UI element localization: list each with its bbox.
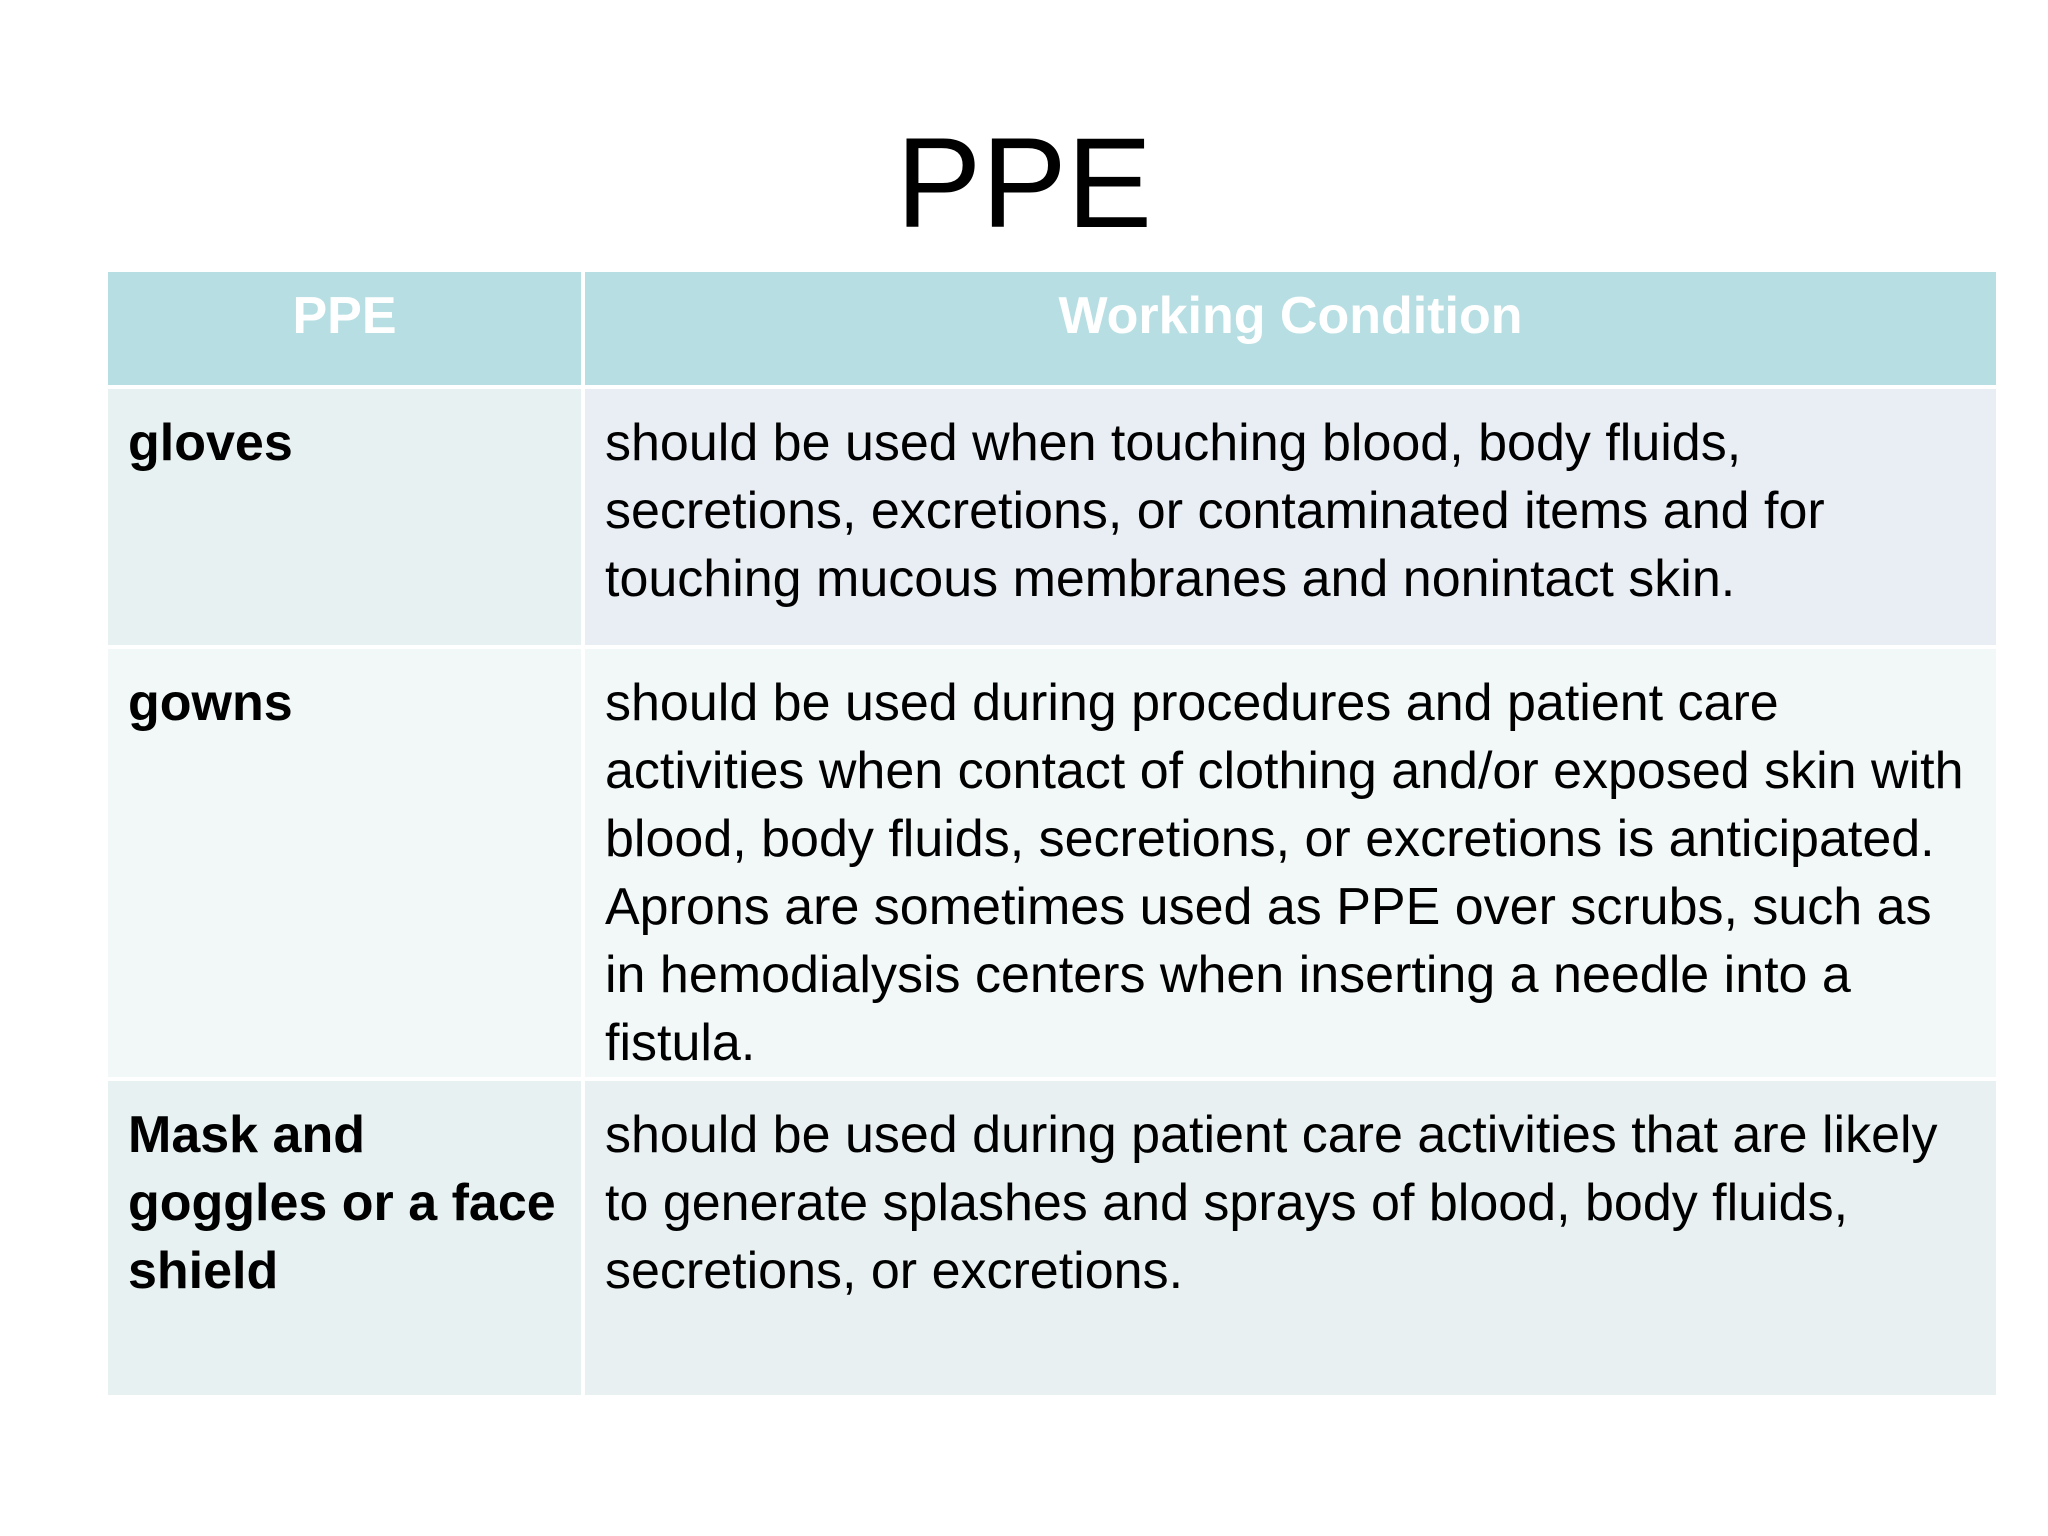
ppe-cell-mask: Mask and goggles or a face shield: [106, 1079, 583, 1397]
condition-cell-mask: should be used during patient care activities that are likely to generate splashes and sprays of blood, body fluids, secretions, or excretions.: [583, 1079, 1998, 1397]
table-row: [106, 1079, 1998, 1397]
ppe-cell-gloves: gloves: [106, 387, 583, 647]
table-row: [106, 647, 1998, 1079]
slide-title: PPE: [895, 112, 1153, 255]
column-header-ppe: PPE: [106, 270, 583, 387]
condition-cell-gloves: should be used when touching blood, body fluids, secretions, excretions, or contaminated items and for touching mucous membranes and nonintact skin.: [583, 387, 1998, 647]
table-row: [106, 387, 1998, 647]
column-header-working-condition: Working Condition: [583, 270, 1998, 387]
condition-cell-gowns: should be used during procedures and patient care activities when contact of clothing and/or exposed skin with blood, body fluids, secretions, or excretions is anticipated. Aprons are sometimes used as PPE over scrubs, such as in hemodialysis centers when inserting a needle into a fistula.: [583, 647, 1998, 1079]
table-header-row: [106, 270, 1998, 387]
ppe-cell-gowns: gowns: [106, 647, 583, 1079]
ppe-table: [104, 268, 2000, 1399]
